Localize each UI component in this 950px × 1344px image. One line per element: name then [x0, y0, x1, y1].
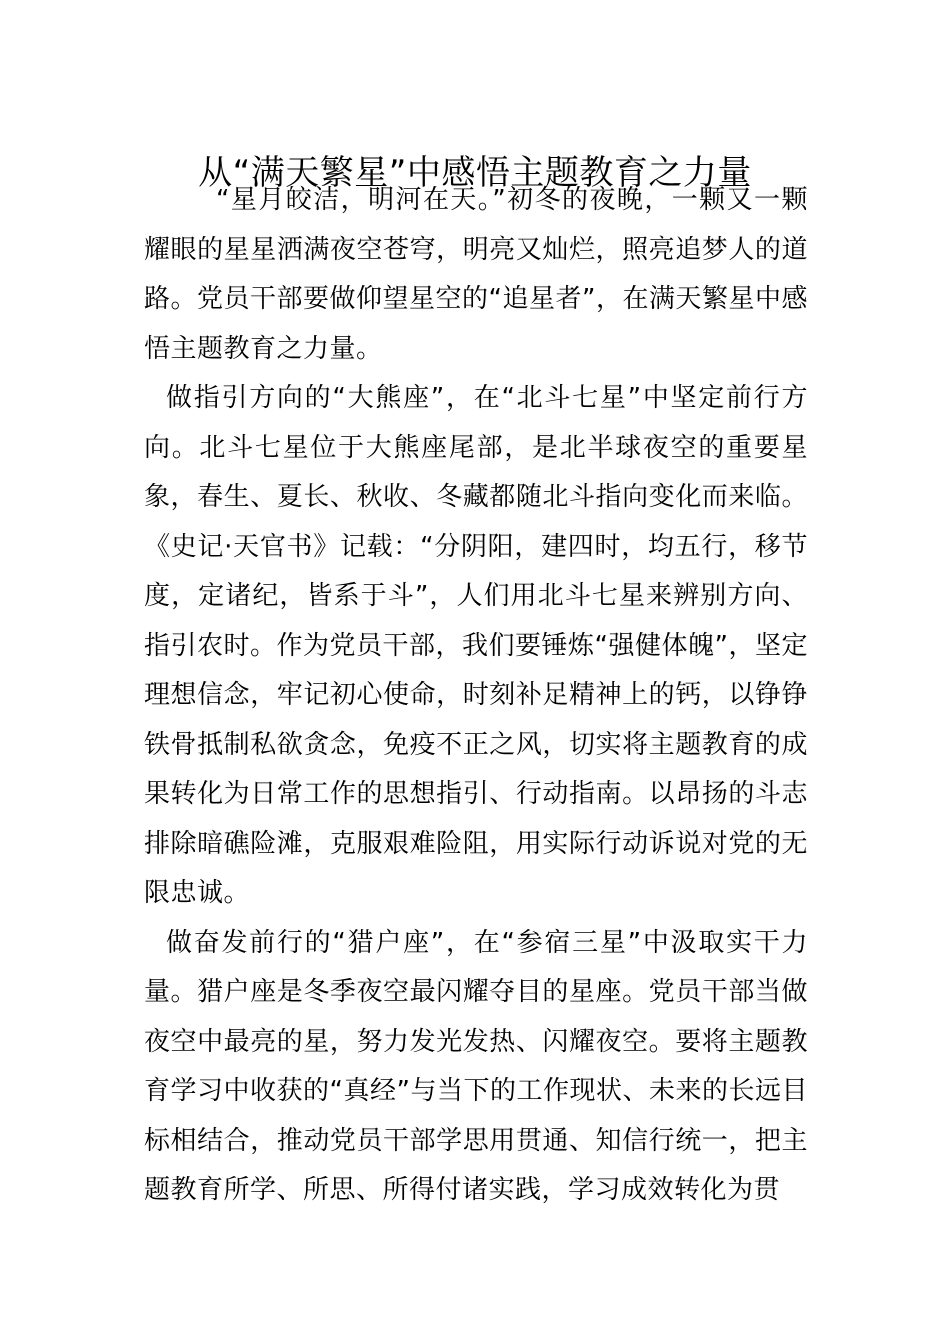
document-body: [144, 176, 808, 1216]
paragraph-orion: 做奋发前行的“猎户座”，在“参宿三星”中汲取实干力量。猎户座是冬季夜空最闪耀夺目的星座。党员干部当做夜空中最亮的星，努力发光发热、闪耀夜空。要将主题教育学习中收获的“真经”与当下的工作现状、未来的长远目标相结合，推动党员干部学思用贯通、知信行统一，把主题教育所学、所思、所得付诸实践，学习成效转化为贯: [144, 927, 808, 1205]
paragraph-intro: “星月皎洁，明河在天。”初冬的夜晚，一颗又一颗耀眼的星星洒满夜空苍穹，明亮又灿烂，照亮追梦人的道路。党员干部要做仰望星空的“追星者”，在满天繁星中感悟主题教育之力量。: [144, 185, 808, 364]
paragraph-big-dipper: 做指引方向的“大熊座”，在“北斗七星”中坚定前行方向。北斗七星位于大熊座尾部，是北半球夜空的重要星象，春生、夏长、秋收、冬藏都随北斗指向变化而来临。《史记·天官书》记载：“分阴阳，建四时，均五行，移节度，定诸纪，皆系于斗”，人们用北斗七星来辨别方向、指引农时。作为党员干部，我们要锤炼“强健体魄”，坚定理想信念，牢记初心使命，时刻补足精神上的钙，以铮铮铁骨抵制私欲贪念，免疫不正之风，切实将主题教育的成果转化为日常工作的思想指引、行动指南。以昂扬的斗志排除暗礁险滩，克服艰难险阻，用实际行动诉说对党的无限忠诚。: [144, 383, 808, 908]
document-title: 从“满天繁星”中感悟主题教育之力量: [198, 152, 752, 193]
